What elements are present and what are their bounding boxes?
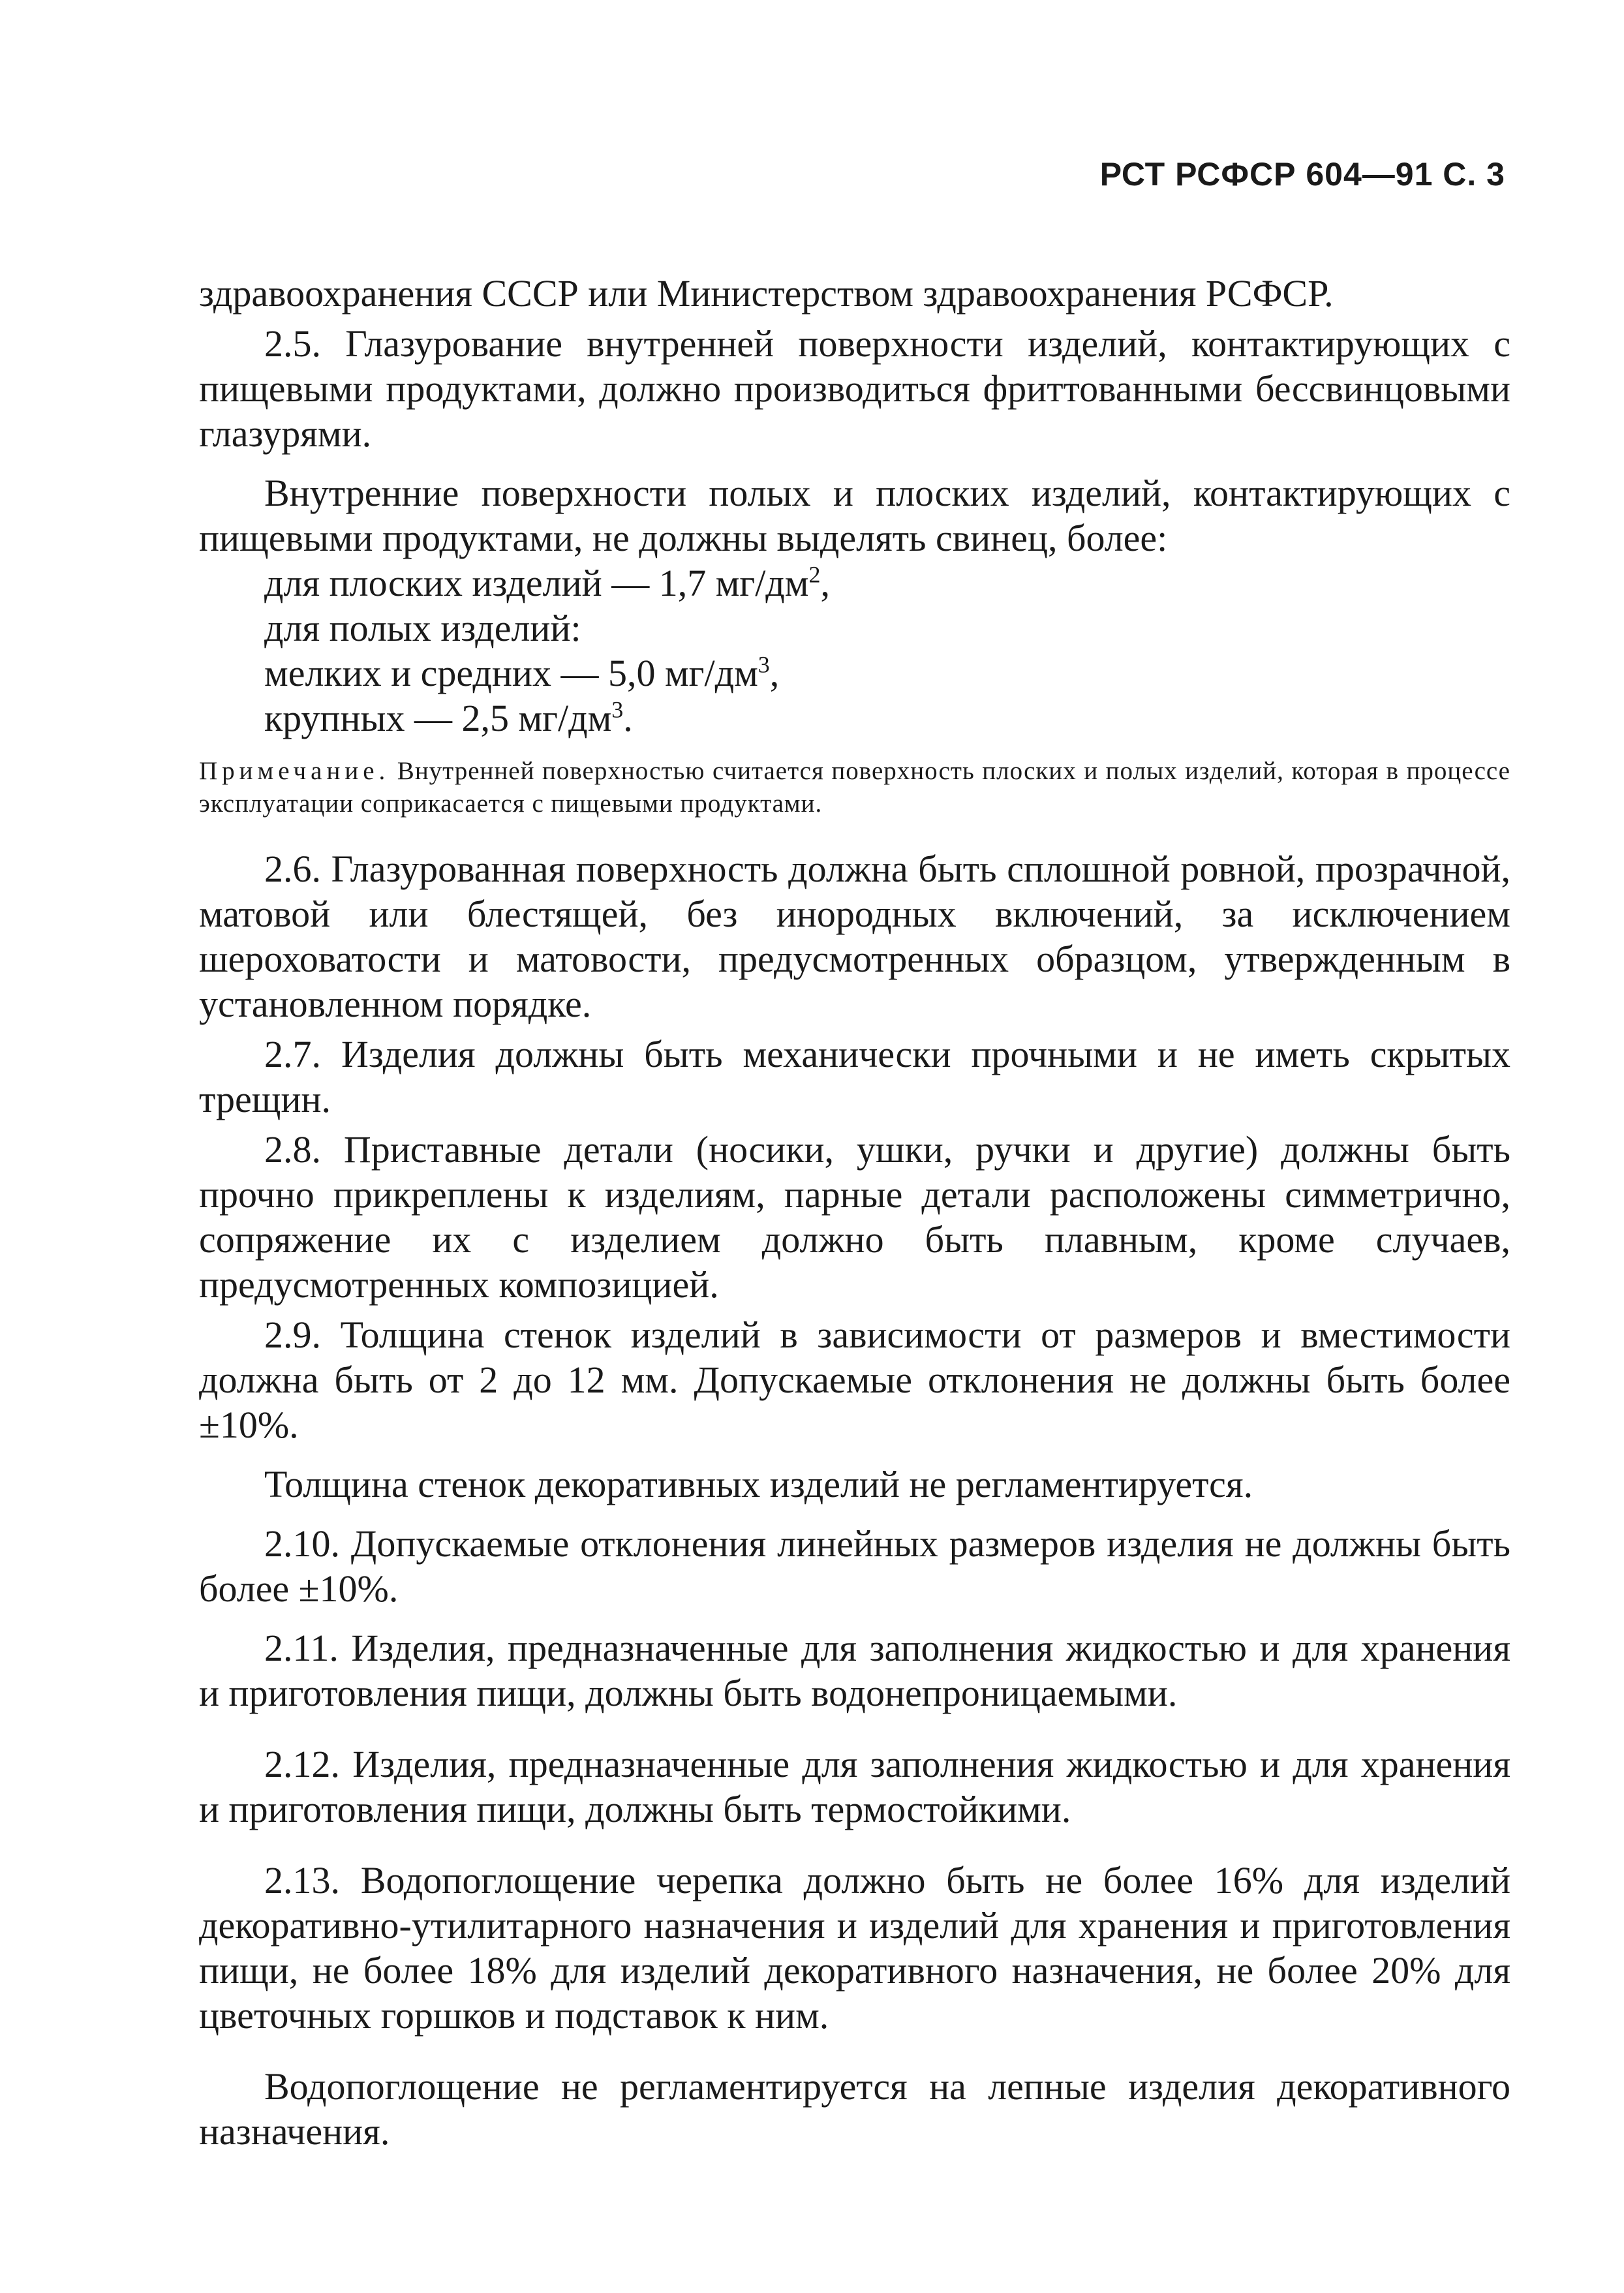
page-header: РСТ РСФСР 604—91 С. 3 [1099, 156, 1505, 192]
limit-item-large: крупных — 2,5 $мг/дм^3$. [264, 696, 633, 739]
paragraph-2-7: 2.7. Изделия должны быть механически прочными и не иметь скрытых трещин. [199, 1033, 1510, 1120]
paragraph-2-5-lead-limits: Внутренние поверхности полых и плоских изделий, контактирующих с пищевыми продуктами, не должны выделять свинец, более: [199, 472, 1510, 559]
paragraph-2-9-decorative: Толщина стенок декоративных изделий не регламентируется. [264, 1463, 1253, 1505]
paragraph-2-5: 2.5. Глазурование внутренней поверхности изделий, контактирующих с пищевыми продуктами, должно производиться фриттованными бессвинцовыми глазурями. [199, 322, 1510, 455]
limit-item-flat: для плоских изделий — 1,7 $мг/дм^2$, [264, 561, 831, 604]
paragraph-2-11: 2.11. Изделия, предназначенные для заполнения жидкостью и для хранения и приготовления пищи, должны быть водонепроницаемыми. [199, 1627, 1510, 1714]
paragraph-continuation: здравоохранения СССР или Министерством здравоохранения РСФСР. [199, 272, 1334, 315]
note [199, 755, 1510, 820]
note-label: Примечание. [199, 757, 390, 785]
paragraph-2-6: 2.6. Глазурованная поверхность должна быть сплошной ровной, прозрачной, матовой или блестящей, без инородных включений, за исключением шероховатости и матовости, предусмотренных образцом, утвержденным в установленном порядке. [199, 848, 1510, 1025]
paragraph-2-13: 2.13. Водопоглощение черепка должно быть не более 16% для изделий декоративно-утилитарного назначения и изделий для хранения и приготовления пищи, не более 18% для изделий декоративного назначения, не более 20% для цветочных горшков и подставок к ним. [199, 1859, 1510, 2037]
paragraph-2-13-molded: Водопоглощение не регламентируется на лепные изделия декоративного назначения. [199, 2065, 1510, 2153]
paragraph-2-8: 2.8. Приставные детали (носики, ушки, ручки и другие) должны быть прочно прикреплены к изделиям, парные детали расположены симметрично, сопряжение их с изделием должно быть плавным, кроме случаев, предусмотренных композицией. [199, 1128, 1510, 1306]
paragraph-2-12: 2.12. Изделия, предназначенные для заполнения жидкостью и для хранения и приготовления пищи, должны быть термостойкими. [199, 1743, 1510, 1830]
paragraph-2-10: 2.10. Допускаемые отклонения линейных размеров изделия не должны быть более ±10%. [199, 1522, 1510, 1610]
limit-item-small: мелких и средних — 5,0 $мг/дм^3$, [264, 651, 780, 694]
note-text: Внутренней поверхностью считается поверхность плоских и полых изделий, которая в процессе эксплуатации соприкасается с пищевыми продуктами. [199, 757, 1510, 818]
paragraph-2-9: 2.9. Толщина стенок изделий в зависимости от размеров и вместимости должна быть от 2 до 12 мм. Допускаемые отклонения не должны быть более ±10%. [199, 1314, 1510, 1446]
limit-item-hollow-heading: для полых изделий: [264, 607, 581, 649]
document-body [199, 271, 1510, 2154]
